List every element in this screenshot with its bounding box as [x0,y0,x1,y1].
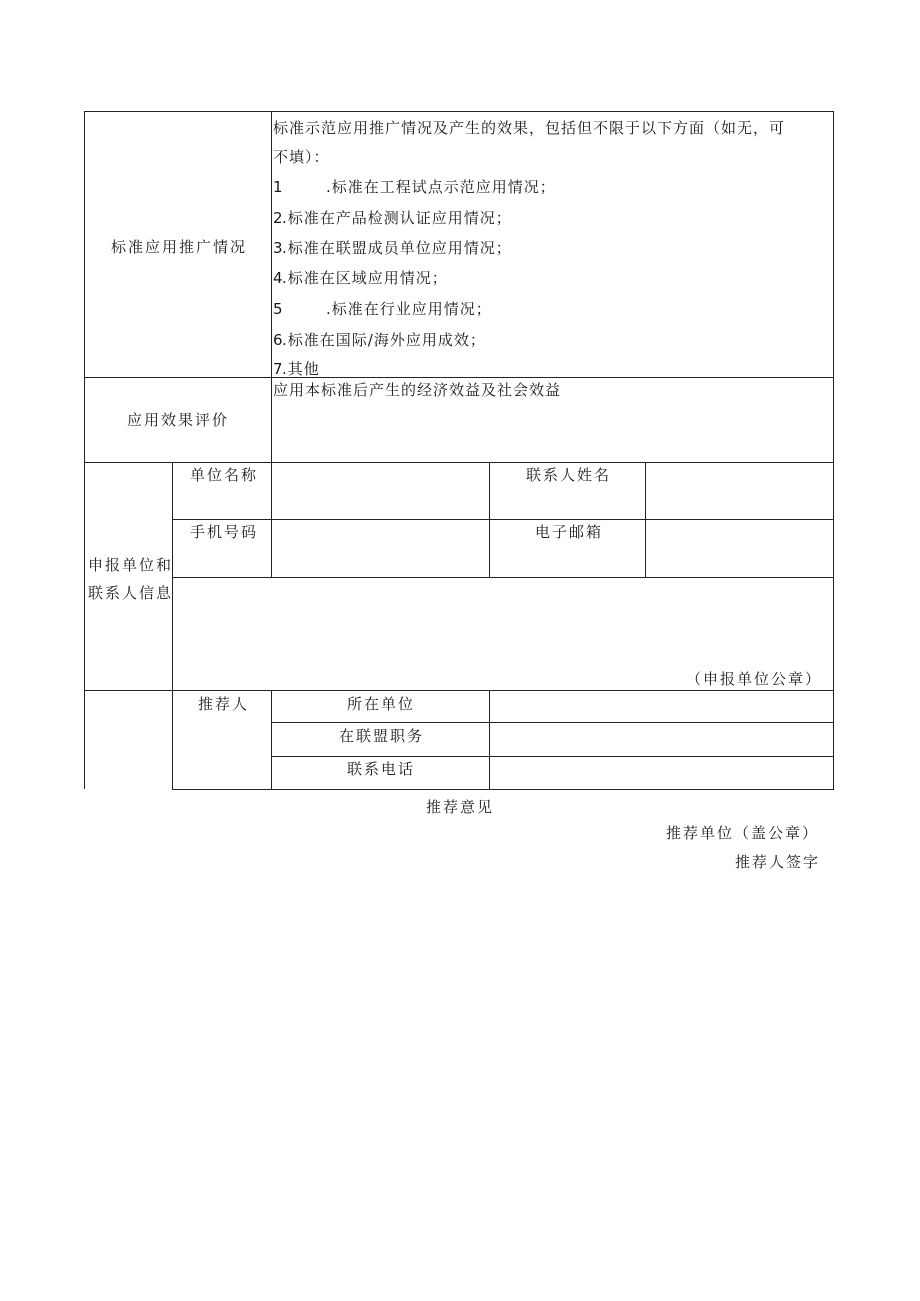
opinion-label: 推荐意见 [426,798,495,816]
promotion-item-3-num: 3 [273,239,284,257]
rec-phone-label: 联系电话 [347,760,416,778]
rec-position-field[interactable] [490,723,833,756]
applicant-label-line1: 申报单位和 [88,556,174,574]
promotion-label: 标准应用推广情况 [111,238,248,256]
row-divider-effect [84,377,834,378]
applicant-seal-label: （申报单位公章） [686,670,823,688]
unit-name-field[interactable] [272,463,488,519]
phone-field[interactable] [272,520,488,577]
field-divider-lower [271,690,272,790]
recommender-signature: 推荐人签字 [735,853,821,871]
applicant-label-line2: 联系人信息 [88,584,174,602]
rec-position-label: 在联盟职务 [339,727,425,745]
sub-label-divider [172,462,173,790]
recommending-unit-seal: 推荐单位（盖公章） [666,824,820,842]
contact-name-field[interactable] [646,463,833,519]
promotion-item-2-num: 2 [273,209,284,227]
promotion-item-2: .标准在产品检测认证应用情况； [282,209,512,227]
phone-label: 手机号码 [190,523,259,541]
table-top-border [84,111,834,112]
email-label: 电子邮箱 [535,523,604,541]
table-right-border [833,111,834,790]
promotion-intro-line1: 标准示范应用推广情况及产生的效果，包括但不限于以下方面（如无，可 [273,119,786,137]
rec-unit-label: 所在单位 [347,695,416,713]
promotion-item-7: .其他 [282,360,320,378]
promotion-item-4: .标准在区域应用情况； [282,269,448,287]
promotion-item-1: .标准在工程试点示范应用情况； [326,178,556,196]
effect-label: 应用效果评价 [127,411,230,429]
rec-phone-field[interactable] [490,757,833,789]
contact-label-left-divider [489,462,490,578]
rec-unit-field[interactable] [490,691,833,722]
label-column-divider [271,111,272,463]
promotion-item-4-num: 4 [273,269,284,287]
promotion-item-6-num: 6 [273,331,284,349]
unit-name-label: 单位名称 [190,466,259,484]
promotion-item-5: .标准在行业应用情况； [326,300,492,318]
promotion-item-7-num: 7 [273,360,284,378]
recommender-label: 推荐人 [198,695,250,713]
effect-content: 应用本标准后产生的经济效益及社会效益 [273,381,562,399]
contact-name-label: 联系人姓名 [526,466,612,484]
email-field[interactable] [646,520,833,577]
table-left-border [84,111,85,789]
promotion-intro-line2: 不填）： [273,148,330,166]
promotion-item-1-num: 1 [273,178,284,196]
promotion-item-5-num: 5 [273,300,284,318]
promotion-item-3: .标准在联盟成员单位应用情况； [282,239,512,257]
promotion-item-6: .标准在国际/海外应用成效； [282,331,486,349]
